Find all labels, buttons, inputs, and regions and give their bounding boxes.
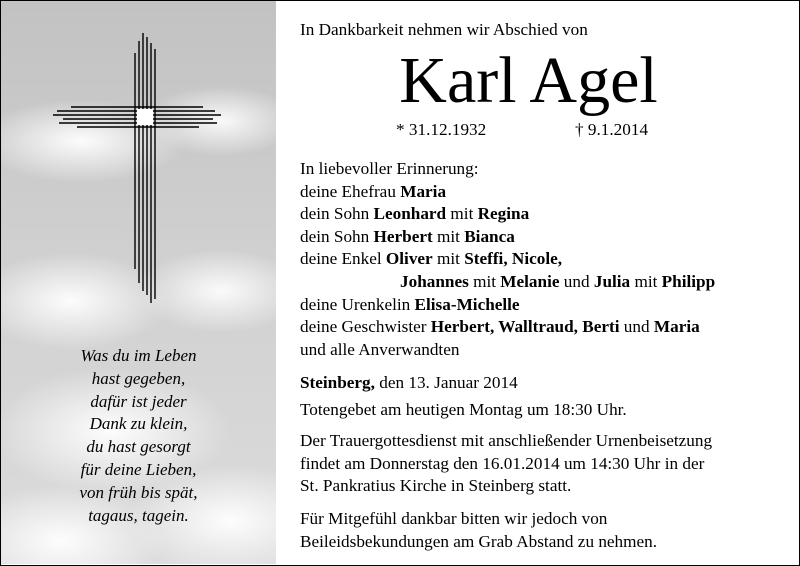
poem-line: tagaus, tagein. bbox=[88, 505, 189, 525]
list-item: dein Sohn Herbert mit Bianca bbox=[300, 226, 515, 246]
death-date: † 9.1.2014 bbox=[575, 120, 649, 139]
poem-line: Was du im Leben bbox=[80, 346, 197, 365]
poem-line: hast gegeben, bbox=[91, 368, 186, 388]
list-item: deine Ehefrau Maria bbox=[300, 181, 447, 201]
list-item: deine Geschwister Herbert, Walltraud, Berti und Maria bbox=[300, 317, 700, 337]
poem-line: du hast gesorgt bbox=[86, 437, 191, 457]
mourners-list bbox=[300, 158, 715, 361]
cloud-sky-panel bbox=[1, 1, 276, 564]
list-item: In liebevoller Erinnerung: bbox=[300, 159, 479, 178]
list-item: dein Sohn Leonhard mit Regina bbox=[300, 204, 530, 224]
thanks-note: Für Mitgefühl dankbar bitten wir jedoch von Beileidsbekundungen am Grab Abstand zu nehmen. bbox=[300, 509, 658, 551]
poem-line: Dank zu klein, bbox=[89, 414, 188, 434]
list-item: und alle Anverwandten bbox=[300, 339, 460, 359]
intro-text: In Dankbarkeit nehmen wir Abschied von bbox=[300, 20, 588, 39]
list-item: Johannes mit Melanie und Julia mit Philipp bbox=[400, 271, 716, 291]
memorial-poem bbox=[1, 345, 276, 527]
list-item: deine Enkel Oliver mit Steffi, Nicole, bbox=[300, 249, 563, 269]
deceased-name: Karl Agel bbox=[399, 44, 658, 117]
poem-line: von früh bis spät, bbox=[79, 482, 198, 502]
place-date: Steinberg, den 13. Januar 2014 bbox=[300, 373, 518, 392]
service-info: Der Trauergottesdienst mit anschließender Urnenbeisetzung findet am Donnerstag den 16.01.2014 um 14:30 Uhr in der St. Pankratius Kirche in Steinberg statt. bbox=[300, 431, 713, 496]
poem-line: dafür ist jeder bbox=[90, 391, 187, 411]
list-item: deine Urenkelin Elisa-Michelle bbox=[300, 294, 520, 314]
poem-line: für deine Lieben, bbox=[80, 459, 197, 479]
prayer-info: Totengebet am heutigen Montag um 18:30 Uhr. bbox=[300, 400, 627, 419]
birth-date: * 31.12.1932 bbox=[396, 120, 487, 139]
cross-icon bbox=[53, 33, 223, 323]
